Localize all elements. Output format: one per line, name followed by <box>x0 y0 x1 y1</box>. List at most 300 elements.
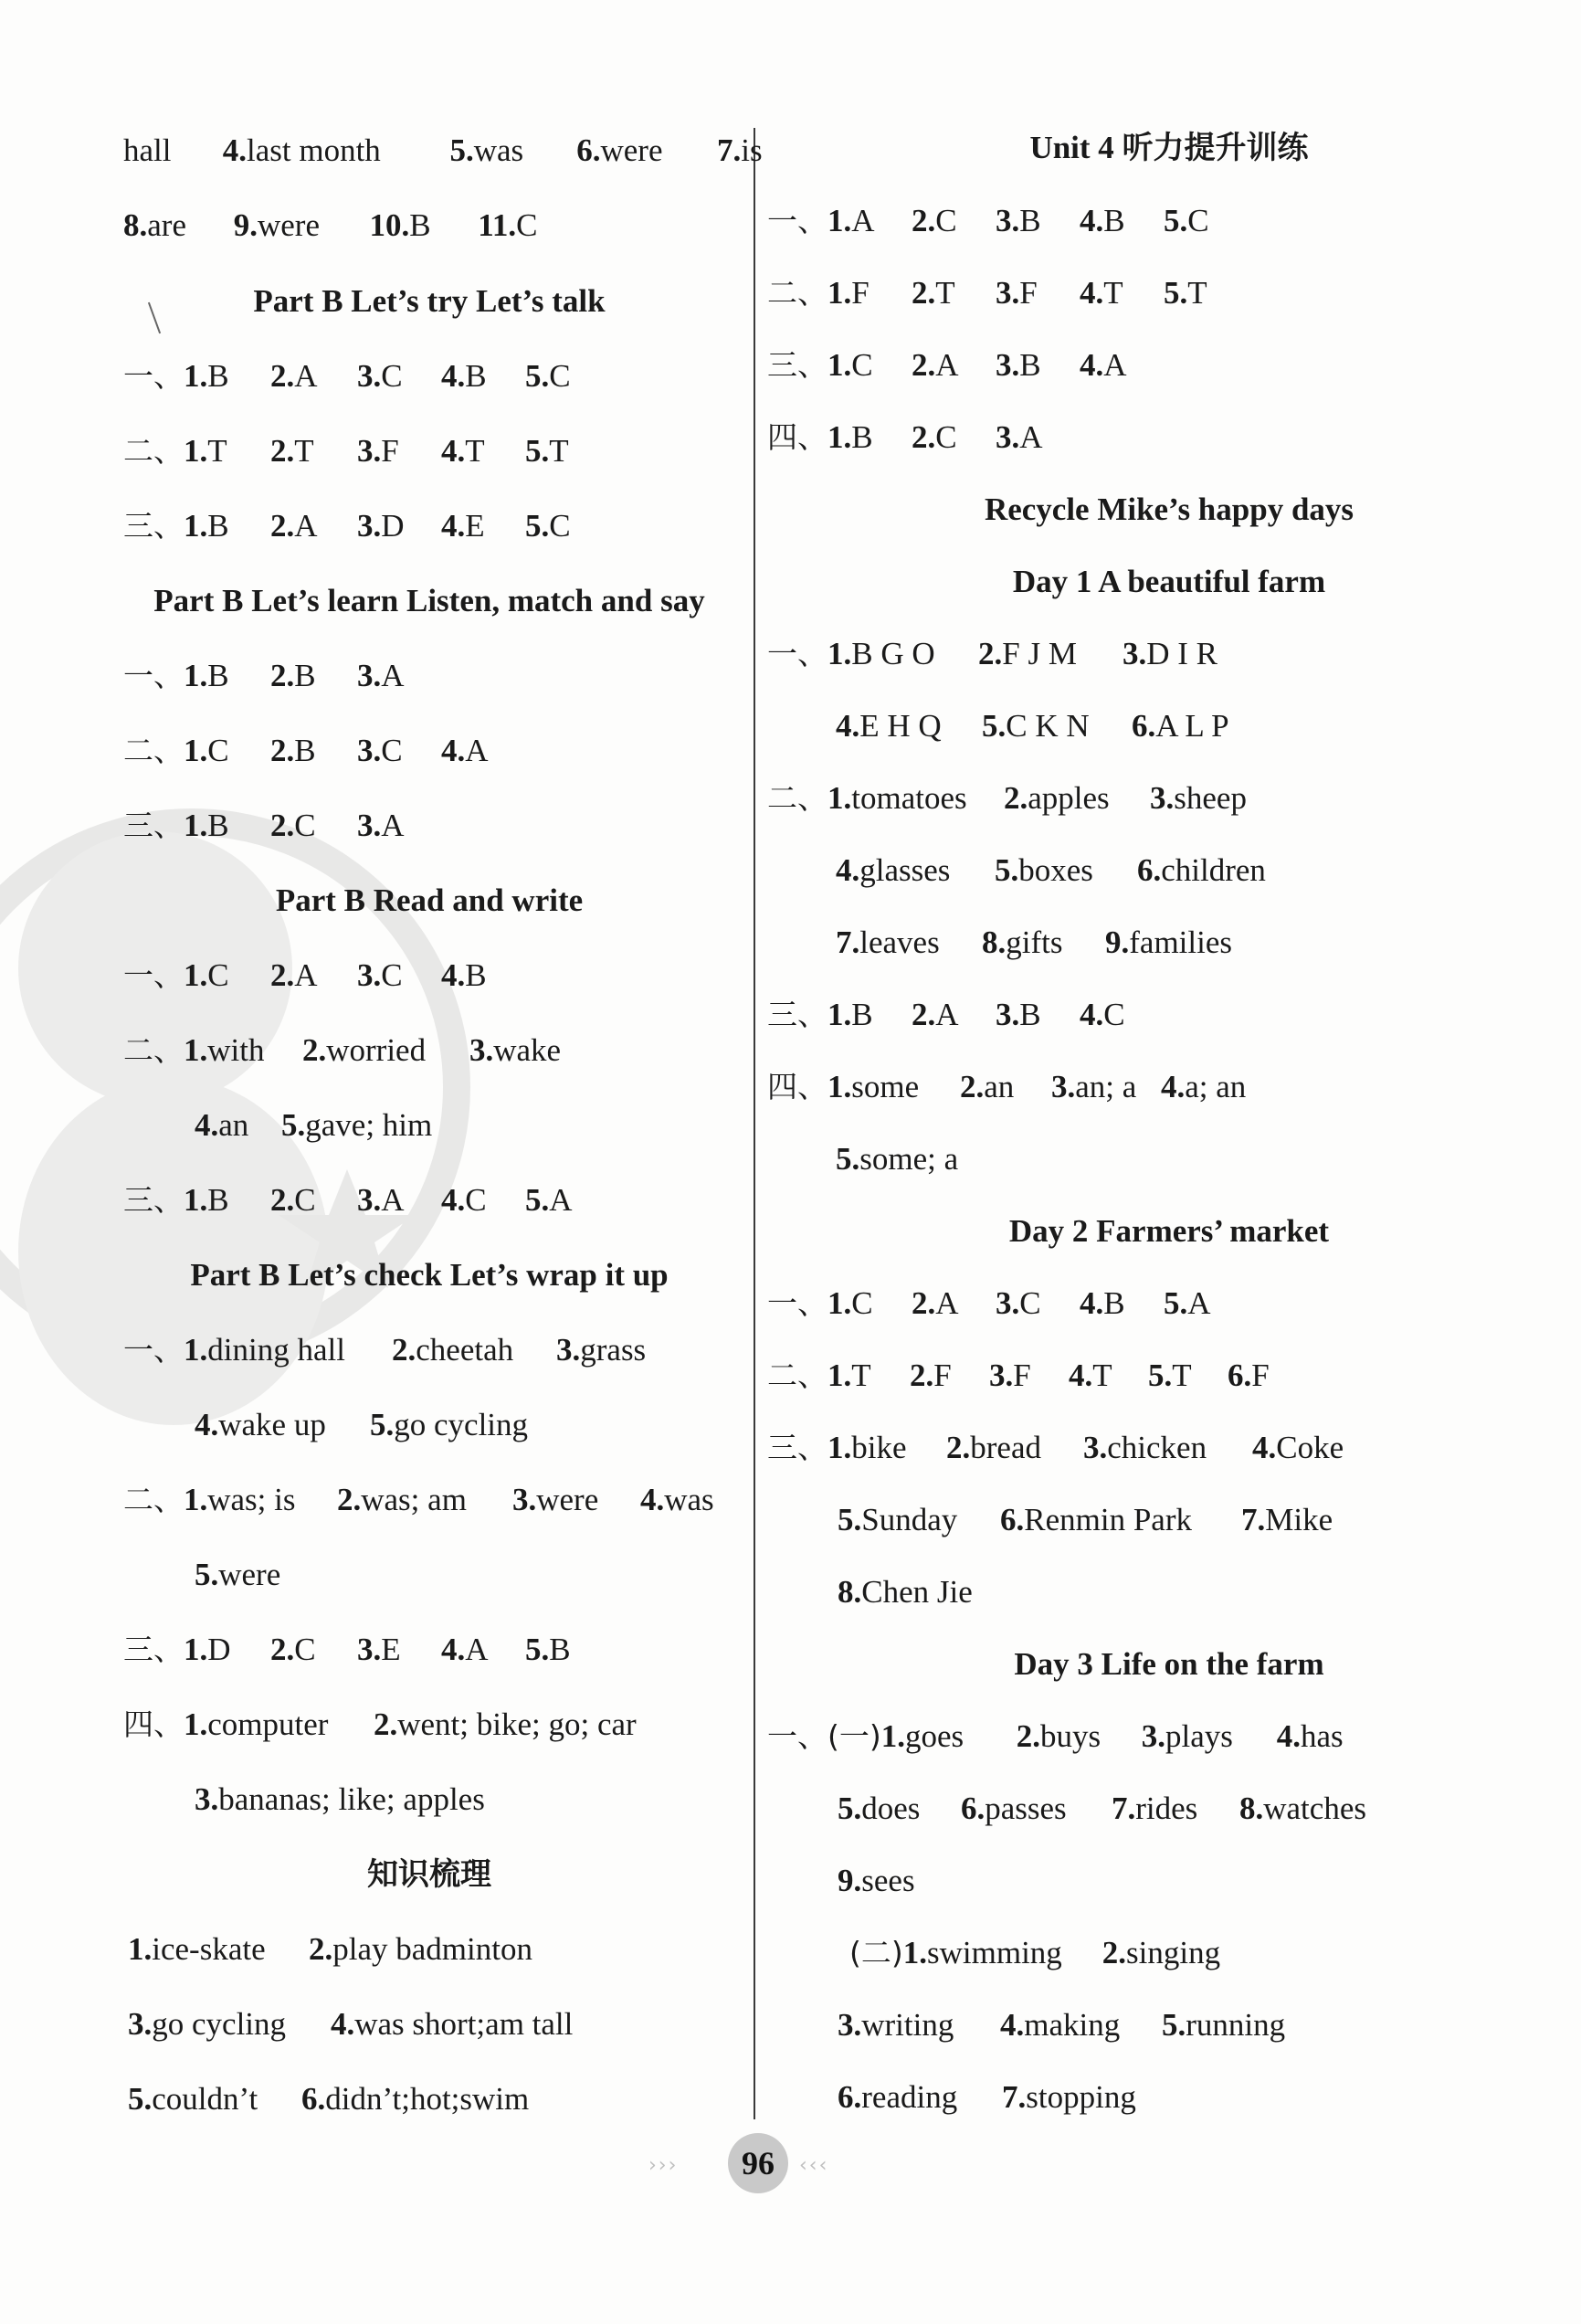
answer-item <box>912 419 996 456</box>
answer-item <box>996 347 1080 384</box>
answer-item <box>910 1357 989 1394</box>
item-number: 1. <box>184 508 208 544</box>
item-number: 7. <box>1002 2079 1027 2115</box>
answer-text: swimming <box>927 1935 1062 1970</box>
answer-item <box>357 508 441 544</box>
answer-item <box>978 636 1123 672</box>
answer-text: D <box>381 508 405 544</box>
answer-text: families <box>1129 924 1232 960</box>
answer-text: A <box>381 1182 405 1218</box>
item-number: 3. <box>357 433 382 469</box>
answer-text: wake up <box>218 1407 326 1442</box>
item-number: 4. <box>1252 1430 1277 1465</box>
question-marker: (二) <box>849 1935 903 1970</box>
item-number: 9. <box>838 1863 862 1898</box>
answer-item <box>1004 780 1150 817</box>
answer-item <box>881 1718 1017 1755</box>
item-number: 6. <box>576 132 601 168</box>
question-marker: 一、 <box>767 1285 827 1321</box>
item-number: 5. <box>1162 2007 1186 2043</box>
item-number: 4. <box>441 733 466 768</box>
answer-text: C <box>465 1182 487 1218</box>
answer-item <box>996 275 1080 312</box>
item-number: 3. <box>1083 1430 1108 1465</box>
answer-text: F <box>381 433 399 469</box>
item-number: 2. <box>1101 1935 1126 1970</box>
answer-text: T <box>549 433 569 469</box>
item-number: 2. <box>270 433 295 469</box>
answer-text: C <box>516 207 538 243</box>
answer-row <box>123 733 489 769</box>
item-number: 6. <box>961 1791 985 1826</box>
item-number: 1. <box>902 1935 927 1970</box>
answer-item <box>576 132 709 169</box>
answer-item <box>946 1430 1083 1466</box>
answer-item <box>960 1069 1051 1105</box>
answer-text: sees <box>861 1863 915 1898</box>
answer-text: B <box>465 957 487 993</box>
item-number: 1. <box>827 1069 852 1104</box>
answer-text: Chen Jie <box>861 1574 973 1610</box>
item-number: 6. <box>1228 1357 1252 1393</box>
answer-text: cheetah <box>416 1332 514 1368</box>
answer-text: reading <box>861 2079 958 2115</box>
answer-item <box>1080 203 1164 239</box>
question-marker: 二、 <box>123 733 184 768</box>
answer-text: A <box>294 508 318 544</box>
answer-item <box>1228 1357 1270 1394</box>
unit-heading <box>758 130 1580 166</box>
answer-row <box>123 207 537 244</box>
answer-text: T <box>935 275 955 311</box>
answer-item <box>195 1557 280 1593</box>
answer-row <box>767 1718 1344 1755</box>
answer-text: ice-skate <box>152 1931 266 1967</box>
answer-item <box>640 1482 714 1518</box>
answer-text: B <box>409 207 431 243</box>
answer-text: hall <box>123 132 172 168</box>
answer-text: F <box>851 275 870 311</box>
answer-text: stopping <box>1026 2079 1136 2115</box>
answer-item <box>838 1502 1000 1538</box>
answer-item <box>450 132 569 169</box>
answer-text: A <box>465 733 489 768</box>
answer-text: sheep <box>1174 780 1247 816</box>
answer-item <box>184 658 270 694</box>
answer-item <box>270 508 357 544</box>
question-marker: 一、 <box>123 358 184 394</box>
item-number: 2. <box>960 1069 985 1104</box>
answer-item <box>441 358 525 395</box>
answer-text: T <box>851 1357 871 1393</box>
item-number: 3. <box>357 1632 382 1667</box>
answer-text: F J M <box>1002 636 1077 671</box>
item-number: 3. <box>556 1332 581 1368</box>
answer-text: B <box>207 658 229 693</box>
answer-row <box>123 132 763 169</box>
answer-item <box>1252 1430 1344 1466</box>
item-number: 1. <box>184 1182 208 1218</box>
answer-row <box>767 1430 1344 1466</box>
item-number: 2. <box>309 1931 333 1967</box>
answer-row <box>836 708 1229 745</box>
answer-text: bananas; like; apples <box>218 1781 485 1817</box>
answer-item <box>270 957 357 994</box>
item-number: 4. <box>1080 347 1104 383</box>
item-number: 4. <box>441 433 466 469</box>
answer-item <box>836 708 982 745</box>
answer-item <box>996 419 1043 456</box>
answer-item <box>838 1574 973 1611</box>
item-number: 8. <box>1239 1791 1264 1826</box>
answer-row <box>767 275 1207 312</box>
column-divider <box>754 128 755 2119</box>
answer-text: B <box>851 419 873 455</box>
item-number: 4. <box>331 2006 355 2042</box>
item-number: 1. <box>184 808 208 843</box>
answer-item <box>441 433 525 470</box>
answer-text: B <box>1019 997 1041 1032</box>
answer-row <box>123 808 405 844</box>
item-number: 2. <box>270 658 295 693</box>
answer-item <box>525 508 571 544</box>
item-number: 2. <box>337 1482 362 1517</box>
answer-item <box>838 2007 1000 2044</box>
answer-text: writing <box>861 2007 954 2043</box>
item-number: 3. <box>469 1032 494 1068</box>
answer-text: B <box>1103 203 1125 238</box>
answer-text: has <box>1301 1718 1344 1754</box>
item-number: 2. <box>270 808 295 843</box>
answer-text: are <box>147 207 186 243</box>
answer-text: an <box>218 1107 249 1143</box>
section-heading: Part B Let’s check Let’s wrap it up <box>190 1257 669 1293</box>
answer-text: were <box>258 207 321 243</box>
answer-item <box>961 1791 1112 1827</box>
answer-item <box>1161 1069 1246 1105</box>
answer-text: didn’t;hot;swim <box>325 2081 530 2117</box>
section-heading: Day 2 Farmers’ market <box>1008 1213 1330 1249</box>
answer-text: C <box>1187 203 1209 238</box>
answer-text: B <box>851 997 873 1032</box>
item-number: 3. <box>1051 1069 1076 1104</box>
item-number: 7. <box>1241 1502 1266 1537</box>
answer-row <box>767 636 1217 672</box>
answer-text: computer <box>207 1706 329 1742</box>
answer-text: last month <box>247 132 381 168</box>
answer-item <box>441 957 487 994</box>
answer-text: D <box>207 1632 231 1667</box>
item-number: 3. <box>1123 636 1147 671</box>
question-marker: 二、 <box>767 780 827 816</box>
answer-text: E H Q <box>859 708 942 744</box>
answer-item <box>996 1285 1080 1322</box>
answer-item <box>836 852 995 889</box>
item-number: 3. <box>357 508 382 544</box>
answer-item <box>982 708 1132 745</box>
answer-item <box>1112 1791 1239 1827</box>
answer-text: gave; him <box>305 1107 433 1143</box>
left-chevrons-icon: ‹‹‹ <box>799 2154 829 2177</box>
answer-item <box>512 1482 640 1518</box>
answer-item <box>302 1032 469 1069</box>
item-number: 5. <box>525 1632 550 1667</box>
answer-text: B <box>207 358 229 394</box>
answer-item <box>1142 1718 1277 1755</box>
answer-item <box>912 275 996 312</box>
answer-text: bike <box>851 1430 907 1465</box>
answer-item <box>234 207 362 244</box>
answer-text: F <box>1013 1357 1031 1393</box>
answer-item <box>827 1069 960 1105</box>
answer-text: A <box>1187 1285 1211 1321</box>
answer-item <box>1241 1502 1333 1538</box>
answer-item <box>357 733 441 769</box>
item-number: 2. <box>946 1430 971 1465</box>
answer-text: plays <box>1165 1718 1233 1754</box>
answer-row <box>838 1863 915 1899</box>
answer-text: running <box>1186 2007 1286 2043</box>
answer-text: apples <box>1028 780 1110 816</box>
section-heading: Recycle Mike’s happy days <box>984 491 1354 527</box>
item-number: 1. <box>184 957 208 993</box>
answer-item <box>184 358 270 395</box>
answer-text: was <box>664 1482 714 1517</box>
item-number: 1. <box>827 1430 852 1465</box>
answer-text: A <box>935 347 959 383</box>
answer-row <box>123 957 487 994</box>
answer-text: gifts <box>1006 924 1063 960</box>
answer-text: B <box>1019 203 1041 238</box>
answer-text: making <box>1024 2007 1121 2043</box>
answer-item <box>184 1706 374 1743</box>
item-number: 5. <box>525 1182 550 1218</box>
answer-item <box>309 1931 532 1968</box>
answer-item <box>827 347 912 384</box>
item-number: 3. <box>128 2006 153 2042</box>
item-number: 8. <box>123 207 148 243</box>
answer-text: Mike <box>1265 1502 1333 1537</box>
answer-row <box>123 1706 637 1743</box>
answer-item <box>1123 636 1217 672</box>
answer-row <box>195 1407 528 1443</box>
answer-item <box>525 1182 573 1219</box>
answer-text: is <box>741 132 763 168</box>
item-number: 1. <box>827 636 852 671</box>
item-number: 6. <box>838 2079 862 2115</box>
answer-text: A <box>294 358 318 394</box>
item-number: 3. <box>996 419 1020 455</box>
item-number: 2. <box>910 1357 934 1393</box>
answer-item <box>270 733 357 769</box>
answer-item <box>989 1357 1069 1394</box>
answer-text: B <box>207 808 229 843</box>
item-number: 4. <box>195 1107 219 1143</box>
question-marker: 三、 <box>767 1430 827 1465</box>
answer-text: B <box>549 1632 571 1667</box>
answer-row <box>767 203 1209 239</box>
section-heading: Day 1 A beautiful farm <box>1012 564 1326 599</box>
answer-item <box>1051 1069 1161 1105</box>
item-number: 4. <box>195 1407 219 1442</box>
answer-text: F <box>1251 1357 1270 1393</box>
item-number: 5. <box>525 508 550 544</box>
answer-row <box>195 1557 280 1593</box>
item-number: 1. <box>827 1285 852 1321</box>
answer-item <box>912 997 996 1033</box>
answer-item <box>223 132 442 169</box>
answer-text: an; a <box>1075 1069 1137 1104</box>
answer-text: were <box>600 132 663 168</box>
item-number: 7. <box>836 924 860 960</box>
answer-text: T <box>1187 275 1207 311</box>
answer-item <box>1148 1357 1228 1394</box>
answer-row <box>767 997 1125 1033</box>
item-number: 3. <box>357 1182 382 1218</box>
answer-text: some <box>851 1069 920 1104</box>
item-number: 4. <box>441 1182 466 1218</box>
answer-text: play badminton <box>332 1931 532 1967</box>
answer-text: C <box>294 1632 316 1667</box>
answer-item <box>912 203 996 239</box>
question-marker: 二、 <box>123 433 184 469</box>
answer-item <box>357 358 441 395</box>
answer-text: A <box>381 658 405 693</box>
answer-text: Sunday <box>861 1502 958 1537</box>
answer-item <box>441 1632 525 1668</box>
answer-item <box>357 808 405 844</box>
answer-text: B <box>465 358 487 394</box>
answer-text: an <box>984 1069 1015 1104</box>
question-marker: 二、 <box>123 1032 184 1068</box>
answer-row <box>123 1332 646 1368</box>
section-heading: Part B Let’s try Let’s talk <box>253 283 606 319</box>
answer-text: A <box>935 997 959 1032</box>
answer-text: C <box>381 358 403 394</box>
answer-item <box>525 433 569 470</box>
question-marker: 二、 <box>123 1482 184 1517</box>
item-number: 1. <box>827 997 852 1032</box>
item-number: 2. <box>912 997 936 1032</box>
answer-text: Renmin Park <box>1024 1502 1192 1537</box>
answer-text: singing <box>1126 1935 1221 1970</box>
answer-item <box>1137 852 1266 889</box>
item-number: 5. <box>982 708 1007 744</box>
answer-text: C <box>935 203 957 238</box>
question-marker: 一、 <box>123 1332 184 1368</box>
item-number: 8. <box>982 924 1007 960</box>
answer-item <box>1080 275 1164 312</box>
answer-text: watches <box>1263 1791 1366 1826</box>
answer-text: A <box>1019 419 1043 455</box>
answer-item <box>357 433 441 470</box>
answer-item <box>469 1032 561 1069</box>
answer-row <box>123 658 405 694</box>
answer-text: A <box>294 957 318 993</box>
answer-text: buys <box>1040 1718 1101 1754</box>
answer-text: C <box>294 808 316 843</box>
item-number: 2. <box>912 419 936 455</box>
answer-row <box>123 508 571 544</box>
item-number: 4. <box>441 1632 466 1667</box>
answer-row <box>767 1285 1211 1322</box>
question-marker: 三、 <box>767 347 827 383</box>
item-number: 6. <box>1137 852 1162 888</box>
item-number: 3. <box>989 1357 1014 1393</box>
answer-text: boxes <box>1018 852 1093 888</box>
answer-row <box>123 1632 571 1668</box>
answer-row <box>838 1502 1333 1538</box>
answer-text: with <box>207 1032 265 1068</box>
answer-item <box>1162 2007 1285 2044</box>
answer-item <box>184 1632 270 1668</box>
item-number: 4. <box>1161 1069 1186 1104</box>
answer-text: leaves <box>859 924 940 960</box>
question-marker: 三、 <box>123 508 184 544</box>
answer-item <box>184 508 270 544</box>
section-heading: 知识梳理 <box>367 1856 491 1893</box>
answer-text: was; is <box>207 1482 296 1517</box>
item-number: 2. <box>302 1032 327 1068</box>
item-number: 3. <box>996 1285 1020 1321</box>
item-number: 4. <box>836 852 860 888</box>
unit-title-cn: 听力提升训练 <box>1122 130 1309 166</box>
answer-text: C <box>851 347 873 383</box>
answer-item <box>270 808 357 844</box>
answer-item <box>912 1285 996 1322</box>
question-marker: 二、 <box>767 275 827 311</box>
answer-item <box>556 1332 646 1368</box>
answer-item <box>331 2006 573 2043</box>
item-number: 2. <box>270 358 295 394</box>
answer-text: B <box>294 658 316 693</box>
answer-row <box>836 924 1232 961</box>
answer-text: grass <box>580 1332 647 1368</box>
answer-text: were <box>536 1482 599 1517</box>
item-number: 2. <box>912 203 936 238</box>
answer-text: bread <box>970 1430 1041 1465</box>
question-marker: 四、 <box>767 1069 827 1104</box>
answer-item <box>281 1107 432 1144</box>
item-number: 3. <box>357 658 382 693</box>
item-number: 5. <box>838 1791 862 1826</box>
answer-text: T <box>1172 1357 1192 1393</box>
answer-item <box>195 1107 281 1144</box>
question-marker: 四、 <box>123 1706 184 1742</box>
item-number: 3. <box>838 2007 862 2043</box>
answer-item <box>357 1632 441 1668</box>
answer-item <box>827 275 912 312</box>
answer-item <box>827 203 912 239</box>
answer-text: dining hall <box>207 1332 345 1368</box>
answer-text: goes <box>905 1718 964 1754</box>
answer-row <box>767 1069 1246 1105</box>
item-number: 3. <box>357 808 382 843</box>
question-marker: 四、 <box>767 419 827 455</box>
item-number: 5. <box>281 1107 306 1143</box>
item-number: 2. <box>1016 1718 1040 1754</box>
item-number: 5. <box>525 433 550 469</box>
answer-item <box>123 132 215 169</box>
answer-row <box>123 1032 561 1069</box>
answer-text: B <box>1103 1285 1125 1321</box>
item-number: 2. <box>392 1332 416 1368</box>
answer-item <box>1000 1502 1241 1538</box>
answer-item <box>128 2006 331 2043</box>
answer-text: was short;am tall <box>354 2006 574 2042</box>
item-number: 5. <box>1164 203 1188 238</box>
answer-item <box>270 1632 357 1668</box>
